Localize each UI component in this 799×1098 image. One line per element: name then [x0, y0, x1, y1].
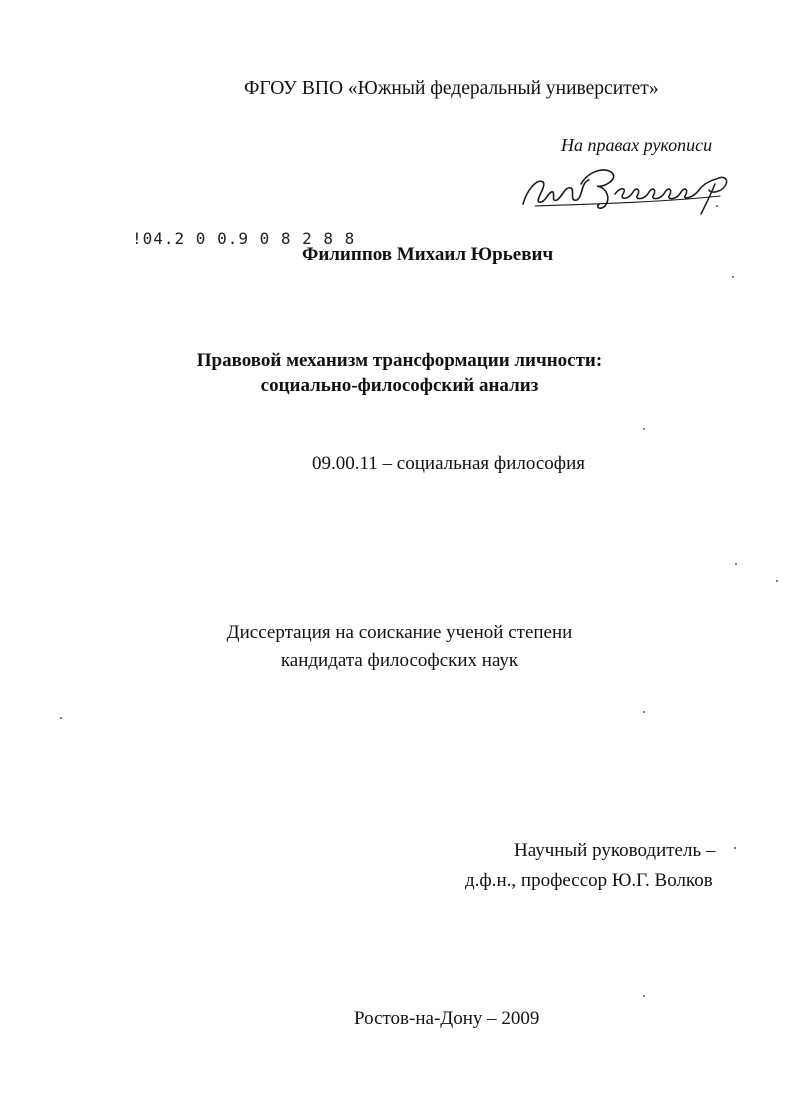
scan-speck	[734, 847, 736, 849]
scan-speck	[643, 995, 645, 997]
city-year: Ростов-на-Дону – 2009	[354, 1008, 540, 1029]
scan-speck	[643, 711, 645, 713]
advisor-role: Научный руководитель –	[514, 840, 716, 861]
scan-speck	[735, 563, 737, 565]
specialty-code: 09.00.11 – социальная философия	[312, 453, 585, 474]
author-signature	[515, 160, 740, 218]
thesis-title	[0, 348, 799, 398]
scan-speck	[776, 580, 778, 582]
degree-statement	[0, 619, 799, 675]
advisor-name: д.ф.н., профессор Ю.Г. Волков	[465, 870, 713, 891]
author-name: Филиппов Михаил Юрьевич	[302, 244, 554, 265]
degree-line-2: кандидата философских наук	[280, 650, 519, 671]
scan-speck	[732, 276, 734, 278]
manuscript-note: На правах рукописи	[561, 135, 713, 155]
registration-stamp: !04.2 0 0.9 0 8 2 8 8	[132, 229, 356, 248]
scan-speck	[643, 428, 645, 430]
thesis-title-line-2: социально-философский анализ	[260, 375, 539, 396]
degree-line-1: Диссертация на соискание ученой степени	[226, 622, 573, 643]
scan-speck	[60, 717, 62, 719]
scan-speck	[716, 205, 718, 207]
institution-name: ФГОУ ВПО «Южный федеральный университет»	[244, 78, 659, 99]
thesis-title-line-1: Правовой механизм трансформации личности:	[196, 350, 603, 371]
